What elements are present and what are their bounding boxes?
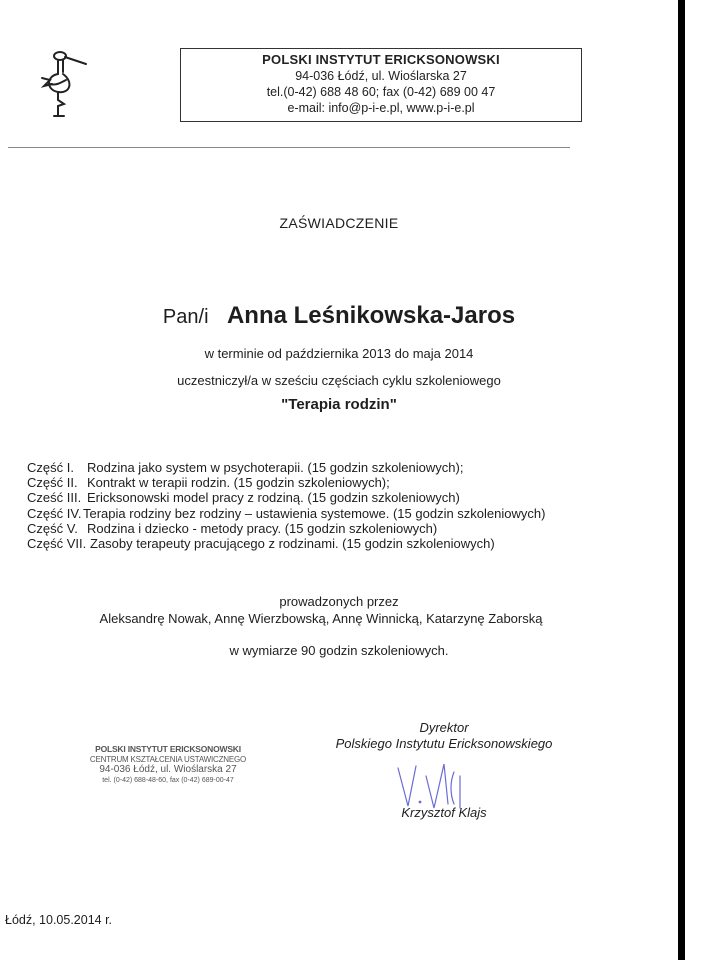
- course-part: [27, 536, 545, 551]
- part-label: Część I.: [27, 460, 74, 475]
- issue-date: Łódź, 10.05.2014 r.: [5, 913, 113, 927]
- institute-phone-fax: tel.(0-42) 688 48 60; fax (0-42) 689 00 47: [266, 85, 496, 99]
- part-text: Terapia rodziny bez rodziny – ustawienia systemowe. (15 godzin szkoleniowych): [83, 505, 546, 521]
- participation-text: uczestniczył/a w sześciu częściach cyklu szkoleniowego: [177, 373, 501, 388]
- training-period: w terminie od października 2013 do maja 2014: [204, 346, 474, 361]
- part-label: Część II.: [27, 475, 78, 491]
- stamp-line-4: tel. (0-42) 688-48-60, fax (0-42) 689-00-47: [102, 776, 234, 784]
- part-text: Ericksonowski model pracy z rodziną. (15 godzin szkoleniowych): [87, 490, 460, 506]
- part-label: Cześć III.: [27, 490, 82, 506]
- signer-name: Krzysztof Klajs: [401, 805, 487, 820]
- part-text: Rodzina i dziecko - metody pracy. (15 godzin szkoleniowych): [87, 520, 438, 536]
- part-text: Zasoby terapeuty pracującego z rodzinami. (15 godzin szkoleniowych): [90, 536, 495, 552]
- signer-role: Dyrektor: [419, 720, 469, 735]
- course-part: [27, 460, 545, 475]
- header-divider: [8, 147, 570, 148]
- stamp-line-2: CENTRUM KSZTAŁCENIA USTAWICZNEGO: [89, 754, 247, 764]
- recipient-name: Anna Leśnikowska-Jaros: [226, 302, 516, 329]
- certificate-title: ZAŚWIADCZENIE: [279, 215, 399, 231]
- stamp-line-1: POLSKI INSTYTUT ERICKSONOWSKI: [95, 744, 241, 754]
- total-hours: w wymiarze 90 godzin szkoleniowych.: [229, 643, 449, 658]
- recipient-line: [0, 302, 678, 330]
- course-part: [27, 521, 545, 536]
- institute-contact: e-mail: info@p-i-e.pl, www.p-i-e.pl: [287, 101, 475, 115]
- institute-name: POLSKI INSTYTUT ERICKSONOWSKI: [262, 52, 500, 67]
- course-part: [27, 490, 545, 505]
- trainers-names: Aleksandrę Nowak, Annę Wierzbowską, Annę Winnicką, Katarzynę Zaborską: [99, 611, 543, 626]
- part-text: Kontrakt w terapii rodzin. (15 godzin szkoleniowych);: [87, 475, 390, 491]
- institute-address: 94-036 Łódź, ul. Wioślarska 27: [295, 69, 467, 83]
- part-label: Część VII.: [27, 536, 87, 552]
- course-part: [27, 475, 545, 490]
- course-part: [27, 506, 545, 521]
- signature-block: [310, 720, 578, 752]
- stamp-line-3: 94-036 Łódź, ul. Wioślarska 27: [99, 764, 237, 775]
- signer-organization: Polskiego Instytutu Ericksonowskiego: [335, 736, 553, 751]
- course-parts-list: [27, 460, 545, 551]
- part-label: Część IV.: [27, 505, 82, 521]
- scan-edge-bar: [678, 0, 685, 960]
- trainers-intro: prowadzonych przez: [279, 594, 399, 609]
- institute-stamp: [78, 744, 258, 786]
- recipient-prefix: Pan/i: [162, 306, 209, 328]
- part-label: Część V.: [27, 520, 78, 536]
- part-text: Rodzina jako system w psychoterapii. (15 godzin szkoleniowych);: [87, 460, 464, 475]
- course-title: "Terapia rodzin": [281, 396, 397, 413]
- stork-icon: [36, 48, 102, 120]
- institute-header: [180, 48, 582, 122]
